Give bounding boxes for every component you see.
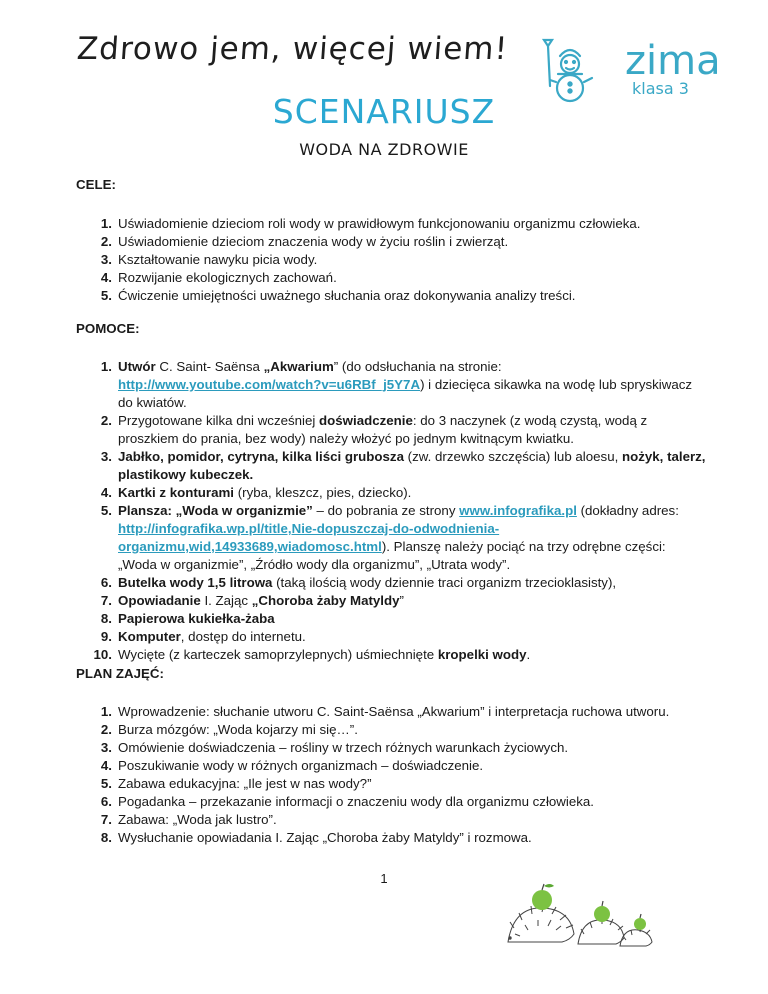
list-item-text: , dostęp do internetu. (180, 629, 306, 644)
list-item-text: Wycięte (z karteczek samoprzylepnych) uśmiechnięte (118, 647, 438, 662)
list-item-number: 1. (100, 704, 112, 719)
list-item (76, 574, 706, 592)
bold-text: Papierowa kukiełka-żaba (118, 611, 275, 626)
list-item-text: ” (do odsłuchania na stronie: (333, 359, 502, 374)
link[interactable]: http://infografika.wp.pl/title,Nie-dopuszczaj-do-odwodnienia-organizmu,wid,14933689,wiadomosc.html (118, 521, 500, 554)
list-item-number: 4. (100, 485, 112, 500)
list-item-number: 7. (100, 812, 112, 827)
list-item (76, 610, 706, 628)
goals-heading: CELE: (76, 177, 116, 192)
list-item-text: Przygotowane kilka dni wcześniej (118, 413, 320, 428)
bold-text: Opowiadanie (118, 593, 201, 608)
list-item-number: 2. (100, 722, 112, 737)
list-item-number: 9. (100, 629, 112, 644)
bold-text: Butelka wody 1,5 litrowa (118, 575, 273, 590)
bold-text: Plansza: „Woda w organizmie” (118, 503, 313, 518)
list-item (76, 233, 706, 251)
list-item-text: I. Zając (200, 593, 252, 608)
scenario-title: SCENARIUSZ (272, 92, 496, 131)
goals-list (76, 215, 706, 305)
list-item-number: 5. (100, 288, 112, 303)
list-item (76, 502, 706, 574)
list-item-number: 7. (100, 593, 112, 608)
list-item-text: : do 3 naczynek (z wodą czystą, wodą z proszkiem do prania, bez wody) należy włożyć po jednym kwitnącym kwiatku. (118, 413, 648, 446)
list-item-number: 2. (100, 413, 112, 428)
list-item-text: Zabawa edukacyjna: „Ile jest w nas wody?” (118, 776, 372, 791)
list-item-text: ). Planszę należy pociąć na trzy odrębne części: „Woda w organizmie”, „Źródło wody dla organizmu”, „Utrata wody”. (118, 539, 666, 572)
list-item-number: 6. (100, 575, 112, 590)
list-item-number: 5. (100, 503, 112, 518)
list-item-text: ” (399, 593, 404, 608)
list-item-number: 8. (100, 830, 112, 845)
header-title: Zdrowo jem, więcej wiem! (75, 31, 510, 67)
list-item-text: Wprowadzenie: słuchanie utworu C. Saint-Saënsa „Akwarium” i interpretacja ruchowa utworu. (118, 704, 670, 719)
list-item-text: . (526, 647, 531, 662)
list-item-number: 2. (100, 234, 112, 249)
plan-heading: PLAN ZAJĘĆ: (76, 666, 164, 681)
list-item-number: 8. (100, 611, 112, 626)
list-item-text: ) i dziecięca sikawka na wodę lub spryskiwacz do kwiatów. (118, 377, 693, 410)
list-item (76, 484, 706, 502)
plan-list (76, 703, 706, 847)
list-item-text: Burza mózgów: „Woda kojarzy mi się…”. (118, 722, 358, 737)
list-item-number: 4. (100, 270, 112, 285)
aids-list (76, 358, 706, 664)
list-item (76, 721, 706, 739)
logo-class: klasa 3 (632, 79, 689, 98)
list-item (76, 448, 706, 484)
list-item-text: Pogadanka – przekazanie informacji o znaczeniu wody dla organizmu człowieka. (118, 794, 594, 809)
list-item-text: Omówienie doświadczenia – rośliny w trzech różnych warunkach życiowych. (118, 740, 569, 755)
list-item-text: Rozwijanie ekologicznych zachowań. (118, 270, 337, 285)
list-item-number: 1. (100, 216, 112, 231)
bold-text: Kartki z konturami (118, 485, 235, 500)
bold-text: „Choroba żaby Matyldy (251, 593, 400, 608)
list-item (76, 412, 706, 448)
list-item-text: (taką ilością wody dziennie traci organizm trzecioklasisty), (272, 575, 617, 590)
list-item-text: Kształtowanie nawyku picia wody. (118, 252, 318, 267)
list-item-number: 3. (100, 740, 112, 755)
list-item-number: 3. (100, 449, 112, 464)
list-item (76, 269, 706, 287)
list-item-number: 10. (93, 647, 112, 662)
list-item (76, 215, 706, 233)
page-number: 1 (380, 871, 388, 886)
hedgehogs-with-apples-icon (480, 870, 670, 950)
bold-text: doświadczenie (319, 413, 413, 428)
list-item (76, 592, 706, 610)
aids-heading: POMOCE: (76, 321, 140, 336)
list-item (76, 811, 706, 829)
list-item (76, 703, 706, 721)
bold-text: Jabłko, pomidor, cytryna, kilka liści grubosza (118, 449, 404, 464)
bold-text: kropelki wody (437, 647, 527, 662)
link[interactable]: www.infografika.pl (459, 503, 577, 518)
list-item-number: 5. (100, 776, 112, 791)
list-item (76, 775, 706, 793)
list-item (76, 757, 706, 775)
list-item (76, 287, 706, 305)
list-item-text: Ćwiczenie umiejętności uważnego słuchania oraz dokonywania analizy treści. (118, 288, 576, 303)
list-item (76, 739, 706, 757)
link[interactable]: http://www.youtube.com/watch?v=u6RBf_j5Y7A (118, 377, 421, 392)
list-item-number: 6. (100, 794, 112, 809)
list-item-text: – do pobrania ze strony (312, 503, 460, 518)
list-item-text: Uświadomienie dzieciom roli wody w prawidłowym funkcjonowaniu organizmu człowieka. (118, 216, 641, 231)
list-item-text: C. Saint- Saënsa (155, 359, 264, 374)
list-item-text: Poszukiwanie wody w różnych organizmach – doświadczenie. (118, 758, 484, 773)
bold-text: Komputer (118, 629, 181, 644)
list-item-text: (zw. drzewko szczęścia) lub aloesu, (403, 449, 622, 464)
list-item-number: 1. (100, 359, 112, 374)
bold-text: Utwór (118, 359, 156, 374)
bold-text: nożyk, talerz, plastikowy kubeczek. (118, 449, 706, 482)
list-item (76, 793, 706, 811)
list-item-text: (dokładny adres: (576, 503, 679, 518)
list-item-text: Zabawa: „Woda jak lustro”. (118, 812, 277, 827)
list-item-number: 3. (100, 252, 112, 267)
list-item (76, 829, 706, 847)
list-item-text: Wysłuchanie opowiadania I. Zając „Choroba żaby Matyldy” i rozmowa. (118, 830, 532, 845)
scenario-subtitle: WODA NA ZDROWIE (299, 140, 469, 159)
list-item-text: (ryba, kleszcz, pies, dziecko). (234, 485, 412, 500)
list-item-text: Uświadomienie dzieciom znaczenia wody w życiu roślin i zwierząt. (118, 234, 509, 249)
list-item (76, 358, 706, 412)
list-item (76, 646, 706, 664)
list-item-number: 4. (100, 758, 112, 773)
list-item (76, 251, 706, 269)
list-item (76, 628, 706, 646)
bold-text: „Akwarium (263, 359, 334, 374)
logo-name: zima (625, 38, 721, 84)
